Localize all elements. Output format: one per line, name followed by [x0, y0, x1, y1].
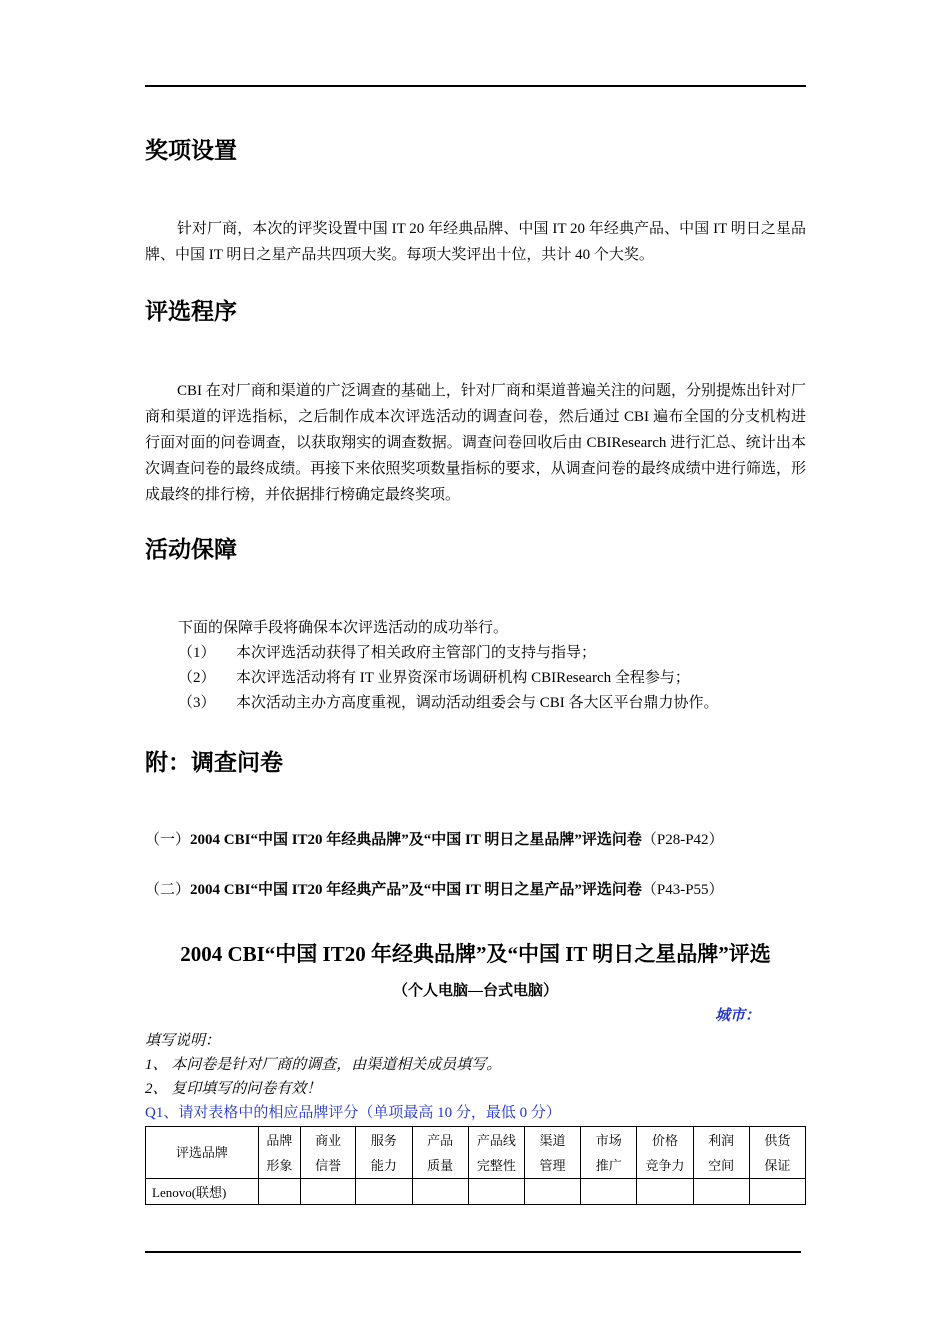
instruction-item: 1、 本问卷是针对厂商的调查，由渠道相关成员填写。 [145, 1057, 502, 1073]
questionnaire-pages: （P43-P55） [641, 882, 724, 898]
score-cell[interactable] [258, 1179, 300, 1205]
table-header-row [146, 1127, 806, 1179]
table-header-cell: 价格 竞争力 [637, 1127, 693, 1179]
section-heading-procedure: 评选程序 [145, 299, 237, 325]
list-item-number: （2） [178, 670, 216, 686]
table-header-cell: 渠道 管理 [524, 1127, 580, 1179]
instruction-item: 2、 复印填写的问卷有效！ [145, 1081, 322, 1097]
score-cell[interactable] [300, 1179, 355, 1205]
survey-subtitle: （个人电脑—台式电脑） [392, 983, 558, 999]
list-item-text: 本次活动主办方高度重视，调动活动组委会与 CBI 各大区平台鼎力协作。 [236, 695, 719, 711]
table-header-cell: 品牌 形象 [258, 1127, 300, 1179]
questionnaire-entry [145, 828, 806, 853]
question-q1: Q1、请对表格中的相应品牌评分（单项最高 10 分，最低 0 分） [145, 1105, 561, 1121]
table-header-cell: 商业 信誉 [300, 1127, 355, 1179]
score-cell[interactable] [412, 1179, 468, 1205]
brand-rating-table [145, 1126, 806, 1205]
questionnaire-prefix: （一） [145, 832, 191, 848]
score-cell[interactable] [581, 1179, 637, 1205]
section-heading-guarantee: 活动保障 [145, 537, 237, 563]
footer-rule [145, 1251, 801, 1253]
table-row [146, 1179, 806, 1205]
paragraph-awards: 针对厂商，本次的评奖设置中国 IT 20 年经典品牌、中国 IT 20 年经典产品、中国 IT 明日之星品牌、中国 IT 明日之星产品共四项大奖。每项大奖评出十位，共计 40 个大奖。 [145, 221, 806, 263]
score-cell[interactable] [524, 1179, 580, 1205]
score-cell[interactable] [637, 1179, 693, 1205]
questionnaire-title: 2004 CBI“中国 IT20 年经典品牌”及“中国 IT 明日之星品牌”评选问卷 [190, 832, 642, 848]
score-cell[interactable] [468, 1179, 524, 1205]
table-header-cell: 利润 空间 [693, 1127, 749, 1179]
table-header-cell: 产品 质量 [412, 1127, 468, 1179]
table-header-cell: 服务 能力 [356, 1127, 412, 1179]
survey-title: 2004 CBI“中国 IT20 年经典品牌”及“中国 IT 明日之星品牌”评选 [180, 942, 771, 966]
instructions-heading: 填写说明： [145, 1033, 221, 1049]
list-item-number: （1） [178, 645, 216, 661]
list-item [178, 641, 596, 666]
section-heading-appendix: 附：调查问卷 [145, 750, 283, 776]
table-header-cell: 市场 推广 [581, 1127, 637, 1179]
list-item-number: （3） [178, 695, 216, 711]
guarantee-intro: 下面的保障手段将确保本次评选活动的成功举行。 [178, 620, 509, 636]
list-item [178, 691, 719, 716]
header-rule [145, 85, 806, 87]
city-label: 城市： [715, 1008, 761, 1024]
questionnaire-pages: （P28-P42） [641, 832, 724, 848]
table-header-cell: 产品线 完整性 [468, 1127, 524, 1179]
table-header-cell: 供货 保证 [749, 1127, 805, 1179]
questionnaire-entry [145, 878, 806, 903]
list-item [178, 666, 690, 691]
table-header-brand: 评选品牌 [146, 1127, 259, 1179]
score-cell[interactable] [749, 1179, 805, 1205]
list-item-text: 本次评选活动获得了相关政府主管部门的支持与指导； [236, 645, 597, 661]
score-cell[interactable] [693, 1179, 749, 1205]
paragraph-procedure: CBI 在对厂商和渠道的广泛调查的基础上，针对厂商和渠道普遍关注的问题，分别提炼出针对厂商和渠道的评选指标，之后制作成本次评选活动的调查问卷，然后通过 CBI 遍布全国的分支机构进行面对面的问卷调查，以获取翔实的调查数据。调查问卷回收后由 CBIResearch 进行汇总、统计出本次调查问卷的最终成绩。再接下来依照奖项数量指标的要求，从调查问卷的最终成绩中进行筛选，形成最终的排行榜，并依据排行榜确定最终奖项。 [145, 383, 806, 503]
questionnaire-prefix: （二） [145, 882, 191, 898]
section-heading-awards: 奖项设置 [145, 138, 237, 164]
score-cell[interactable] [356, 1179, 412, 1205]
questionnaire-title: 2004 CBI“中国 IT20 年经典产品”及“中国 IT 明日之星产品”评选问卷 [190, 882, 642, 898]
brand-name-cell: Lenovo(联想) [146, 1179, 259, 1205]
list-item-text: 本次评选活动将有 IT 业界资深市场调研机构 CBIResearch 全程参与； [236, 670, 690, 686]
